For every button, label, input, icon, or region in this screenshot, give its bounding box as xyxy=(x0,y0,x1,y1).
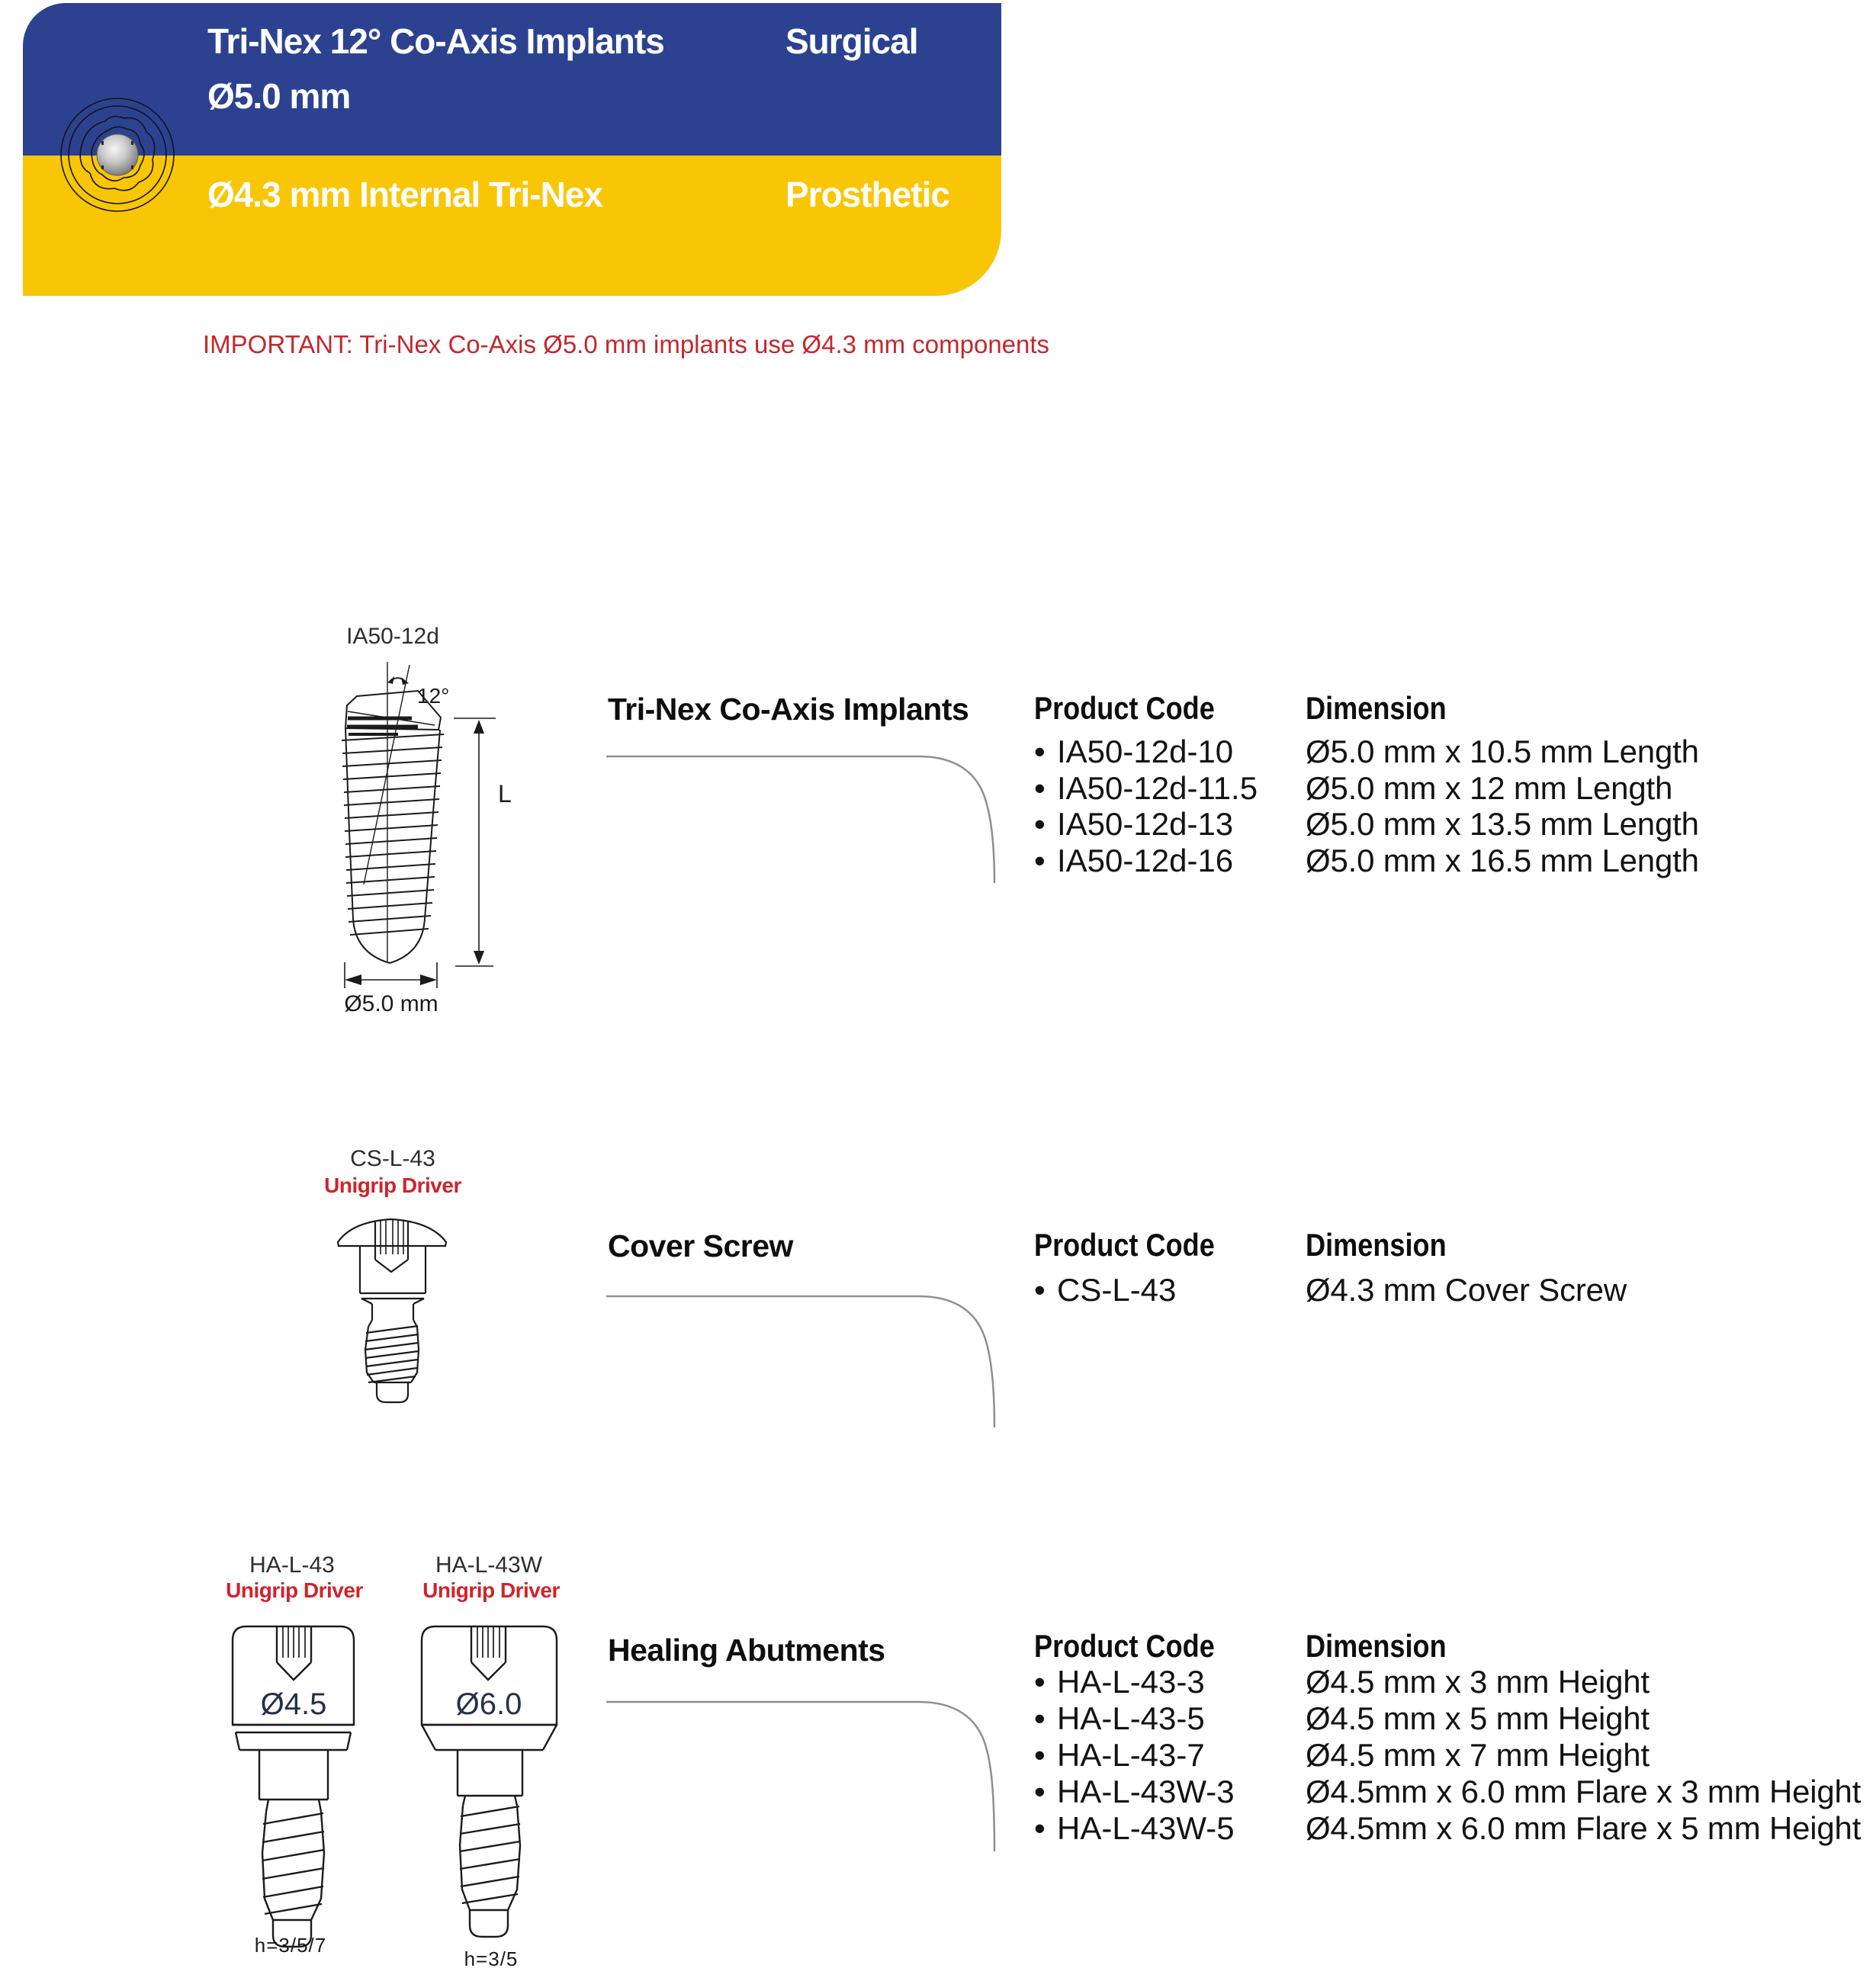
angle-label: 12° xyxy=(417,684,450,708)
dimension-cell: Ø4.5mm x 6.0 mm Flare x 5 mm Height xyxy=(1306,1810,1862,1846)
healing-abutment-diagram-wide xyxy=(416,1620,564,1971)
figure-label-implant: IA50-12d xyxy=(346,624,439,649)
table-row xyxy=(1034,1774,1861,1810)
table-row xyxy=(1034,734,1699,770)
dimension-cell: Ø5.0 mm x 16.5 mm Length xyxy=(1306,842,1699,878)
heights-label: h=3/5 xyxy=(464,1947,519,1970)
section-title-healing-abutments: Healing Abutments xyxy=(608,1633,885,1668)
implants-table xyxy=(1034,734,1699,878)
prosthetic-label: Prosthetic xyxy=(785,175,949,214)
product-code-cell: IA50-12d-11.5 xyxy=(1057,769,1258,806)
column-header-dimension: Dimension xyxy=(1306,1227,1447,1263)
heights-label: h=3/5/7 xyxy=(254,1934,327,1957)
column-header-product-code: Product Code xyxy=(1034,1628,1215,1664)
figure-label-ha-l-43: HA-L-43 xyxy=(249,1552,335,1578)
dimension-cell: Ø5.0 mm x 10.5 mm Length xyxy=(1306,734,1699,769)
table-row xyxy=(1034,1700,1861,1737)
product-code-cell: IA50-12d-16 xyxy=(1057,842,1234,878)
row-bullet xyxy=(1034,843,1057,879)
product-code-cell: HA-L-43W-5 xyxy=(1057,1810,1235,1846)
diameter-callout: Ø6.0 xyxy=(455,1687,522,1721)
cover-screw-table xyxy=(1034,1272,1627,1308)
product-code-cell: HA-L-43-3 xyxy=(1057,1664,1205,1700)
banner-title-line2: Ø5.0 mm xyxy=(207,76,351,116)
dimension-cell: Ø4.5 mm x 5 mm Height xyxy=(1306,1700,1650,1736)
healing-abutment-diagram-narrow xyxy=(225,1620,362,1956)
unigrip-driver-label: Unigrip Driver xyxy=(422,1578,560,1602)
cover-screw-diagram xyxy=(328,1212,465,1411)
table-row xyxy=(1034,1810,1861,1847)
product-code-cell: HA-L-43W-3 xyxy=(1057,1774,1235,1809)
product-code-cell: HA-L-43-7 xyxy=(1057,1737,1205,1773)
table-row xyxy=(1034,806,1699,843)
product-code-cell: HA-L-43-5 xyxy=(1057,1700,1205,1736)
table-row xyxy=(1034,1272,1627,1308)
diameter-callout: Ø4.5 xyxy=(260,1687,327,1721)
implant-diameter-label: Ø5.0 mm xyxy=(344,991,438,1016)
dimension-cell: Ø4.5 mm x 3 mm Height xyxy=(1306,1664,1650,1700)
row-bullet xyxy=(1034,1272,1057,1308)
product-code-cell: CS-L-43 xyxy=(1057,1272,1177,1308)
table-row xyxy=(1034,1664,1861,1700)
row-bullet xyxy=(1034,1774,1057,1810)
section-title-cover-screw: Cover Screw xyxy=(608,1228,793,1263)
section-title-implants: Tri-Nex Co-Axis Implants xyxy=(608,692,969,727)
banner-title-line1: Tri-Nex 12° Co-Axis Implants xyxy=(207,21,664,61)
unigrip-driver-label: Unigrip Driver xyxy=(324,1174,461,1197)
column-header-dimension: Dimension xyxy=(1306,1628,1447,1664)
length-label: L xyxy=(498,780,512,807)
unigrip-driver-label: Unigrip Driver xyxy=(226,1578,363,1602)
banner-subtitle: Ø4.3 mm Internal Tri-Nex xyxy=(207,175,602,214)
important-notice: IMPORTANT: Tri-Nex Co-Axis Ø5.0 mm implants use Ø4.3 mm components xyxy=(203,330,1050,358)
row-bullet xyxy=(1034,1664,1057,1700)
product-code-cell: IA50-12d-10 xyxy=(1057,734,1234,769)
row-bullet xyxy=(1034,1700,1057,1737)
dimension-cell: Ø5.0 mm x 13.5 mm Length xyxy=(1306,806,1699,843)
row-bullet xyxy=(1034,770,1057,807)
figure-label-ha-l-43w: HA-L-43W xyxy=(435,1552,543,1578)
healing-abutments-table xyxy=(1034,1664,1861,1847)
figure-label-cover-screw: CS-L-43 xyxy=(350,1146,435,1171)
implant-top-view-icon xyxy=(58,95,177,214)
row-bullet xyxy=(1034,1737,1057,1774)
row-bullet xyxy=(1034,806,1057,843)
table-row xyxy=(1034,843,1699,879)
row-bullet xyxy=(1034,1810,1057,1847)
column-header-product-code: Product Code xyxy=(1034,690,1215,726)
header-banner xyxy=(23,3,1001,296)
surgical-label: Surgical xyxy=(785,21,918,61)
table-row xyxy=(1034,770,1699,807)
dimension-cell: Ø4.5 mm x 7 mm Height xyxy=(1306,1737,1650,1773)
dimension-cell: Ø4.3 mm Cover Screw xyxy=(1306,1272,1627,1308)
table-row xyxy=(1034,1737,1861,1774)
row-bullet xyxy=(1034,734,1057,770)
column-header-dimension: Dimension xyxy=(1306,690,1447,726)
implant-diagram xyxy=(328,654,534,1020)
column-header-product-code: Product Code xyxy=(1034,1227,1215,1263)
dimension-cell: Ø4.5mm x 6.0 mm Flare x 3 mm Height xyxy=(1306,1774,1862,1809)
product-code-cell: IA50-12d-13 xyxy=(1057,806,1234,843)
dimension-cell: Ø5.0 mm x 12 mm Length xyxy=(1306,769,1673,806)
